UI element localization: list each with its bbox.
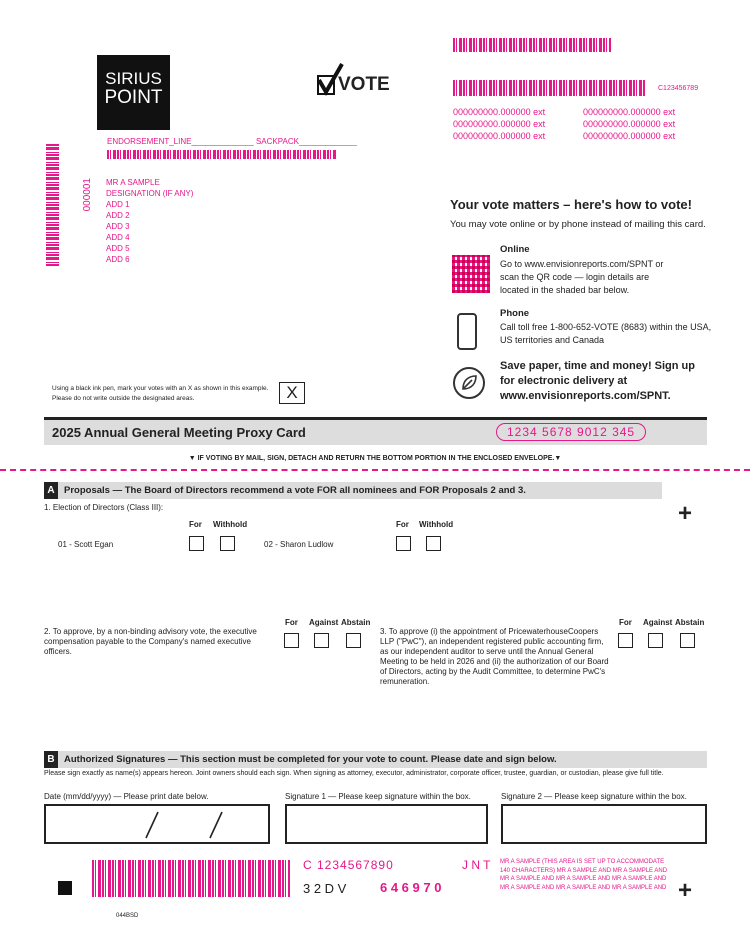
card-title-bar: [44, 417, 707, 445]
nominee-2-withhold-checkbox[interactable]: [426, 536, 441, 551]
ink-instructions: [52, 384, 268, 404]
date-label: Date (mm/dd/yyyy) — Please print date below.: [44, 792, 209, 801]
address-line: ADD 5: [106, 244, 130, 253]
footer-sample: MR A SAMPLE (THIS AREA IS SET UP TO ACCOMMODATE 140 CHARACTERS) MR A SAMPLE AND MR A SAMPLE AND MR A SAMPLE AND MR A SAMPLE AND MR A SAMPLE AND MR A SAMPLE AND MR A SAMPLE AND MR A SAMPLE AND: [500, 859, 668, 891]
ink-instruction-2: Please do not write outside the designated areas.: [52, 395, 195, 402]
ext-line: 000000000.000000 ext: [453, 119, 546, 129]
company-logo: [97, 55, 170, 130]
sequence-number: 000001: [82, 178, 93, 212]
col-withhold-1: Withhold: [213, 520, 248, 529]
proposal-2-abstain-checkbox[interactable]: [346, 633, 361, 648]
proposal-3-against-checkbox[interactable]: [648, 633, 663, 648]
proposal-3-abstain-checkbox[interactable]: [680, 633, 695, 648]
ext-line: 000000000.000000 ext: [583, 119, 676, 129]
logo-line2: POINT: [104, 87, 163, 108]
proposal-2-text: 2. To approve, by a non-binding advisory vote, the executive compensation payable to the Company's named executive officers.: [44, 627, 257, 656]
signature-1-field[interactable]: [285, 804, 488, 844]
section-b-header: [44, 751, 707, 768]
perforation-line: [0, 469, 750, 471]
phone-text: Call toll free 1-800-652-VOTE (8683) within the USA, US territories and Canada: [500, 322, 712, 345]
p3-col-abstain: Abstain: [675, 618, 705, 627]
detach-notice: ▼ IF VOTING BY MAIL, SIGN, DETACH AND RETURN THE BOTTOM PORTION IN THE ENCLOSED ENVELOPE.▼: [188, 455, 562, 462]
date-separators: [46, 806, 268, 842]
ext-grid: [453, 106, 703, 142]
logo-line1: SIRIUS: [105, 69, 162, 88]
nominee-2-for-checkbox[interactable]: [396, 536, 411, 551]
section-b-letter: B: [44, 751, 58, 768]
side-barcode: [46, 143, 59, 266]
example-box: X: [279, 382, 305, 404]
online-title: Online: [500, 244, 530, 255]
address-line: ADD 1: [106, 200, 130, 209]
top-barcode: [453, 38, 611, 52]
plus-icon: +: [678, 500, 693, 527]
vote-logo-text: VOTE: [338, 74, 390, 95]
save-text: Save paper, time and money! Sign up for electronic delivery at www.envisionreports.com/SPNT.: [500, 360, 695, 402]
footer-barcode: [92, 860, 290, 897]
col-for-2: For: [396, 520, 409, 529]
footer-jnt: J N T: [462, 858, 491, 872]
nominee-1-for-checkbox[interactable]: [189, 536, 204, 551]
address-line: MR A SAMPLE: [106, 178, 160, 187]
leaf-icon: [453, 367, 485, 399]
signature-instructions: Please sign exactly as name(s) appears hereon. Joint owners should each sign. When signing as attorney, executor, administrator, corporate officer, trustee, guardian, or custodian, please give full title.: [44, 770, 664, 777]
tracking-code: C123456789: [658, 85, 699, 92]
proposal-2-against-checkbox[interactable]: [314, 633, 329, 648]
proposal-3-for-checkbox[interactable]: [618, 633, 633, 648]
qr-code-icon: [452, 255, 490, 293]
ext-line: 000000000.000000 ext: [453, 107, 546, 117]
tracking-barcode: [453, 80, 645, 96]
footer-number: 6 4 6 9 7 0: [380, 880, 442, 895]
p2-col-abstain: Abstain: [341, 618, 371, 627]
online-text: Go to www.envisionreports.com/SPNT or scan the QR code — login details are located in the shaded bar below.: [500, 259, 664, 295]
ink-instruction-1: Using a black ink pen, mark your votes with an X as shown in this example.: [52, 385, 269, 392]
proposal-3-text: 3. To approve (i) the appointment of PricewaterhouseCoopers LLP ("PwC"), an independent registered public accounting firm, as our independent auditor to serve until the Annual General Meeting to be held in 2026 and (ii) the authorization of our Board of Directors, acting by the Audit Committee, to determine PwC's remuneration.: [380, 627, 609, 686]
control-number: 1234 5678 9012 345: [496, 423, 646, 441]
registration-mark: [58, 881, 72, 895]
plus-icon: +: [678, 877, 693, 904]
footer-code: C 1234567890: [303, 858, 394, 872]
p2-col-for: For: [285, 618, 298, 627]
col-withhold-2: Withhold: [419, 520, 454, 529]
signature-2-field[interactable]: [501, 804, 707, 844]
p3-col-against: Against: [643, 618, 673, 627]
address-line: ADD 3: [106, 222, 130, 231]
p3-col-for: For: [619, 618, 632, 627]
date-field[interactable]: [44, 804, 270, 844]
endorsement-line: ENDORSEMENT_LINE______________ SACKPACK_____________: [107, 137, 357, 146]
signature-2-label: Signature 2 — Please keep signature within the box.: [501, 792, 687, 801]
section-a-letter: A: [44, 482, 58, 499]
address-line: DESIGNATION (IF ANY): [106, 189, 194, 198]
section-a-title: Proposals — The Board of Directors recommend a vote FOR all nominees and FOR Proposals 2 and 3.: [64, 485, 526, 496]
vote-headline: Your vote matters – here's how to vote!: [450, 197, 692, 212]
nominee-2: 02 - Sharon Ludlow: [264, 540, 334, 549]
form-id: 044BSD: [116, 913, 139, 919]
postal-barcode: [107, 150, 337, 159]
address-line: ADD 4: [106, 233, 130, 242]
phone-title: Phone: [500, 308, 530, 319]
phone-icon: [457, 313, 477, 350]
p2-col-against: Against: [309, 618, 339, 627]
footer-line2: 3 2 D V: [303, 881, 347, 896]
address-line: ADD 6: [106, 255, 130, 264]
ext-line: 000000000.000000 ext: [583, 131, 676, 141]
election-label: 1. Election of Directors (Class III):: [44, 503, 164, 512]
card-title: 2025 Annual General Meeting Proxy Card: [52, 425, 306, 440]
address-line: ADD 2: [106, 211, 130, 220]
nominee-1-withhold-checkbox[interactable]: [220, 536, 235, 551]
vote-logo: [316, 62, 390, 98]
section-a-header: [44, 482, 662, 499]
ext-line: 000000000.000000 ext: [453, 131, 546, 141]
proposal-2-for-checkbox[interactable]: [284, 633, 299, 648]
signature-1-label: Signature 1 — Please keep signature within the box.: [285, 792, 471, 801]
col-for-1: For: [189, 520, 202, 529]
ext-line: 000000000.000000 ext: [583, 107, 676, 117]
address-block: [106, 177, 193, 265]
section-b-title: Authorized Signatures — This section must be completed for your vote to count. Please date and sign below.: [64, 754, 557, 765]
vote-subheadline: You may vote online or by phone instead of mailing this card.: [450, 219, 706, 230]
nominee-1: 01 - Scott Egan: [58, 540, 114, 549]
